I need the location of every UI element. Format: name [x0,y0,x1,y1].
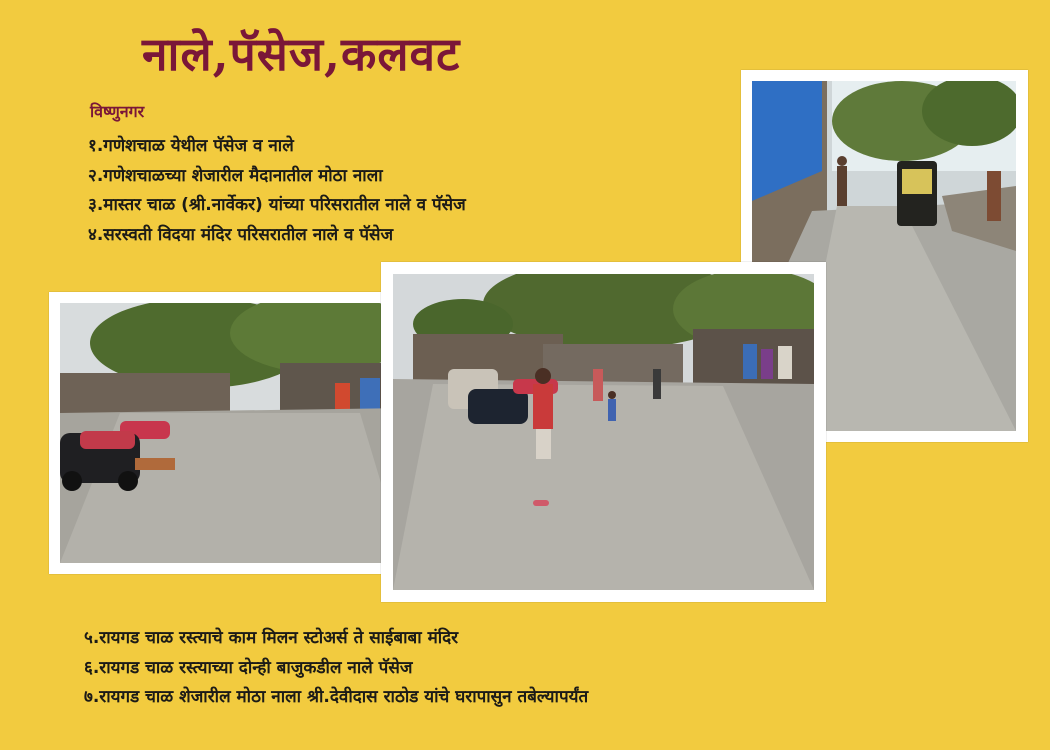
works-list-top [88,132,466,250]
list-item: ६.रायगड चाळ रस्त्याच्या दोन्ही बाजुकडील नाले पॅसेज [84,657,413,678]
list-item: ३.मास्तर चाळ (श्री.नार्वेकर) यांच्या परिसरातील नाले व पॅसेज [88,195,466,215]
list-item: २.गणेशचाळच्या शेजारील मैदानातील मोठा नाला [88,165,383,186]
list-item: ४.सरस्वती विदया मंदिर परिसरातील नाले व पॅसेज [88,224,394,245]
photo-courtyard [381,262,826,602]
location-heading: विष्णुनगर [90,102,145,121]
list-item: ७.रायगड चाळ शेजारील मोठा नाला श्री.देवीदास राठोड यांचे घरापासुन तबेल्यापर्यंत [84,687,589,707]
works-list-bottom [84,624,588,713]
list-item: १.गणेशचाळ येथील पॅसेज व नाले [88,136,294,156]
photo-ground [49,292,417,574]
page-title: नाले,पॅसेज,कलवट [142,27,461,81]
list-item: ५.रायगड चाळ रस्त्याचे काम मिलन स्टोअर्स ते साईबाबा मंदिर [84,628,459,648]
